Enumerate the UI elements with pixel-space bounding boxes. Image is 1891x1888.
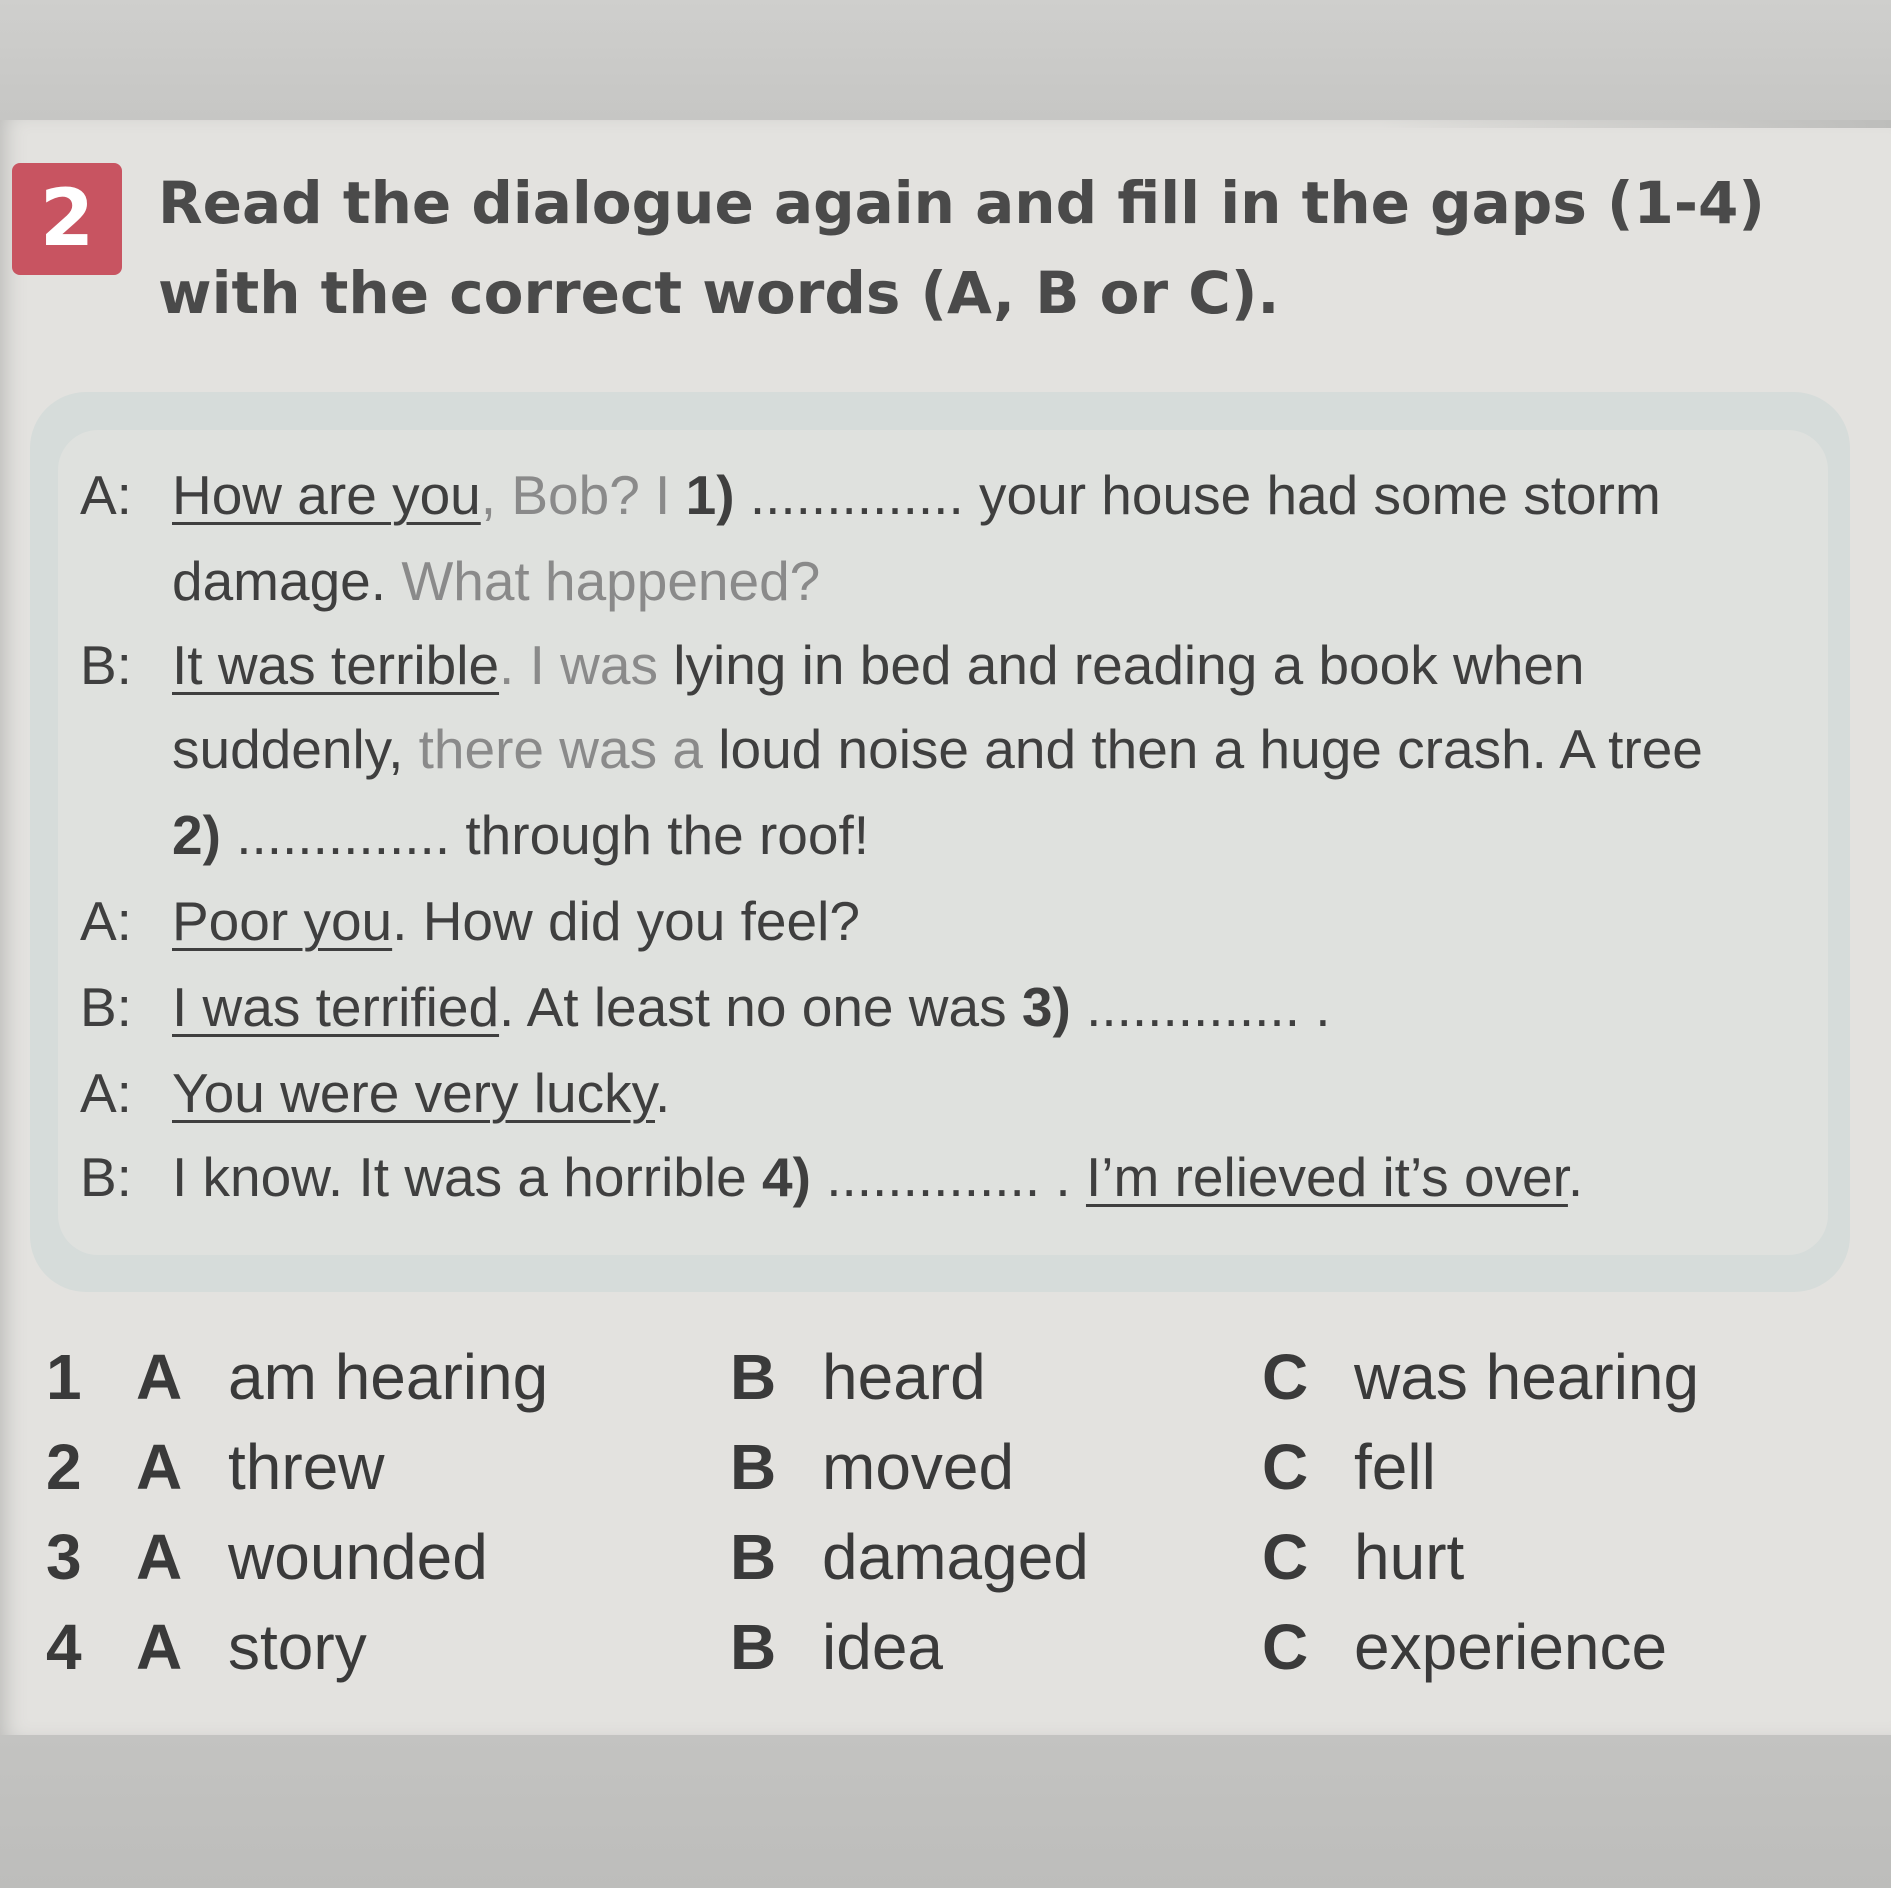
dialogue-line-2 [80,622,1810,708]
option-letter-a: A [136,1431,183,1503]
phrase-underlined: I was terrified [172,976,500,1038]
dialogue-line-6 [80,1134,1810,1220]
option-row-1 [0,1340,1891,1430]
line-text: suddenly, [172,718,404,780]
gap-blank: .............. . [1086,976,1331,1038]
gap-blank: .............. [749,464,964,526]
dialogue-line-1 [80,452,1810,538]
option-letter-c: C [1262,1431,1309,1503]
dialogue-line-4 [80,964,1810,1050]
page-edge [1380,120,1891,128]
option-b[interactable]: idea [822,1611,943,1683]
speaker-label: A: [80,464,132,526]
gap-number: 3) [1021,976,1071,1038]
phrase-underlined: How are you [172,464,481,526]
option-b[interactable]: moved [822,1431,1015,1503]
exercise-number-badge: 2 [12,163,122,275]
option-letter-c: C [1262,1521,1309,1593]
option-a[interactable]: wounded [228,1521,488,1593]
option-a[interactable]: story [228,1611,367,1683]
gap-number: 1) [685,464,735,526]
option-letter-a: A [136,1611,183,1683]
gap-number: 4) [762,1146,811,1208]
faded-text: there was a [418,718,703,780]
question-number: 1 [46,1341,82,1413]
option-letter-a: A [136,1521,183,1593]
gap-blank: .............. [236,804,451,866]
phrase-underlined: You were very lucky [172,1062,655,1124]
option-letter-b: B [730,1521,777,1593]
exercise-instruction: Read the dialogue again and fill in the gaps (1-4) with the correct words (A, B or C). [158,169,1765,327]
speaker-label: B: [80,976,132,1038]
faded-text: , Bob? I [480,464,671,526]
dialogue-line-3 [80,878,1810,964]
speaker-label: B: [80,1146,132,1208]
speaker-label: A: [80,890,132,952]
line-text: . [1567,1146,1584,1208]
faded-text: What happened? [401,550,821,612]
option-letter-b: B [730,1341,777,1413]
option-row-2 [0,1430,1891,1520]
gap-blank: .............. . [826,1146,1071,1208]
question-number: 4 [46,1611,82,1683]
option-a[interactable]: threw [228,1431,385,1503]
option-letter-c: C [1262,1611,1309,1683]
option-b[interactable]: damaged [822,1521,1089,1593]
line-text: . At least no one was [499,976,1007,1038]
option-c[interactable]: fell [1354,1431,1436,1503]
speaker-label: B: [80,634,132,696]
gap-number: 2) [172,804,221,866]
option-a[interactable]: am hearing [228,1341,549,1413]
dialogue-line-2-cont [80,706,1891,792]
line-text: damage. [172,550,387,612]
option-c[interactable]: experience [1354,1611,1668,1683]
line-text: loud noise and then a huge crash. A tree [718,718,1703,780]
option-c[interactable]: was hearing [1354,1341,1700,1413]
line-text: lying in bed and reading a book when [673,634,1585,696]
line-text: . [655,1062,671,1124]
option-letter-b: B [730,1431,777,1503]
faded-text: . I was [499,634,658,696]
option-c[interactable]: hurt [1354,1521,1465,1593]
background-top [0,0,1891,120]
phrase-underlined: It was terrible [172,634,500,696]
line-text: I know. It was a horrible [172,1146,747,1208]
question-number: 3 [46,1521,82,1593]
dialogue-line-1-cont [80,538,1891,624]
option-b[interactable]: heard [822,1341,986,1413]
line-text: your house had some storm [979,464,1661,526]
option-row-4 [0,1610,1891,1700]
background-bottom [0,1735,1891,1888]
line-text: through the roof! [465,804,870,866]
speaker-label: A: [80,1062,132,1124]
phrase-underlined: I’m relieved it’s over [1085,1146,1568,1208]
dialogue-line-5 [80,1050,1810,1136]
option-letter-b: B [730,1611,777,1683]
option-letter-c: C [1262,1341,1309,1413]
dialogue-line-2-cont2 [80,792,1891,878]
line-text: . How did you feel? [392,890,860,952]
phrase-underlined: Poor you [172,890,393,952]
option-letter-a: A [136,1341,183,1413]
option-row-3 [0,1520,1891,1610]
question-number: 2 [46,1431,82,1503]
